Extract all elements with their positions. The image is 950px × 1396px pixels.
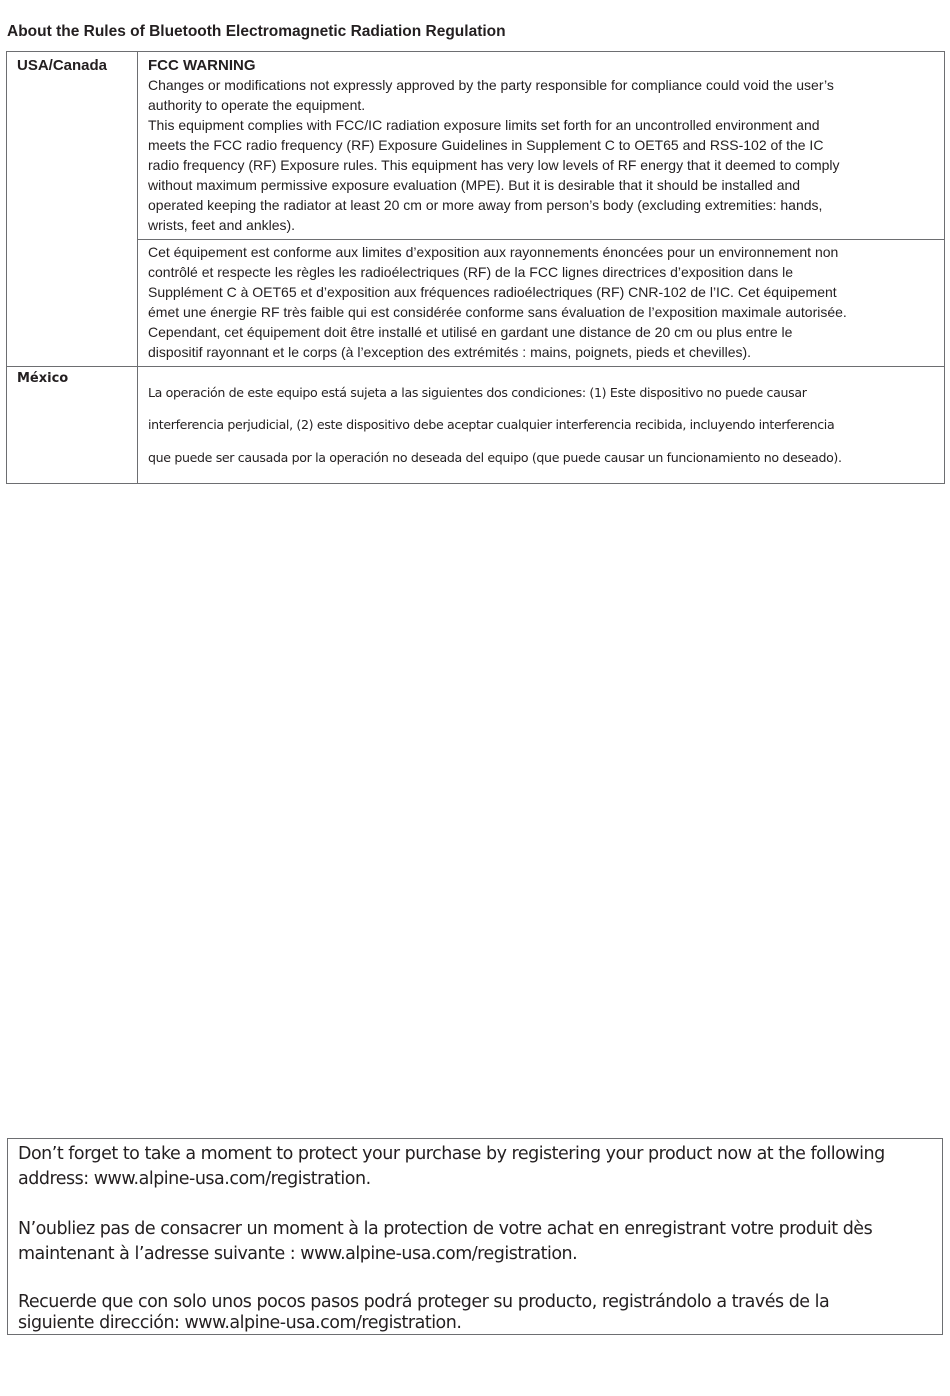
region-cell-mexico	[7, 367, 138, 484]
mexico-text-line: interferencia perjudicial, (2) este dispositivo debe aceptar cualquier interferencia recibida, incluyendo interferencia	[148, 417, 835, 433]
regulation-table	[6, 51, 945, 484]
fcc-text-line: meets the FCC radio frequency (RF) Exposure Guidelines in Supplement C to OET65 and RSS-102 of the IC	[148, 137, 824, 153]
french-notice-cell	[138, 240, 945, 367]
registration-line: Recuerde que con solo unos pocos pasos podrá proteger su producto, registrándolo a través de la	[18, 1292, 830, 1312]
mexico-text-line: que puede ser causada por la operación no deseada del equipo (que puede causar un funcionamiento no deseado).	[148, 449, 842, 465]
region-cell-usa-canada	[7, 52, 138, 367]
french-text-line: contrôlé et respecte les règles les radioélectriques (RF) de la FCC lignes directrices d’exposition dans le	[148, 264, 794, 280]
registration-text-french	[18, 1217, 934, 1267]
table-row-mexico	[7, 367, 945, 484]
fcc-text-line: authority to operate the equipment.	[148, 97, 366, 113]
registration-line: maintenant à l’adresse suivante : www.alpine-usa.com/registration.	[18, 1244, 578, 1264]
table-row-usa-canada-french	[7, 240, 945, 367]
fcc-text-line: This equipment complies with FCC/IC radiation exposure limits set forth for an uncontrolled environment and	[148, 117, 820, 133]
french-text-line: Cet équipement est conforme aux limites d’exposition aux rayonnements énoncées pour un environnement non	[148, 244, 839, 260]
registration-line: siguiente dirección: www.alpine-usa.com/registration.	[18, 1313, 462, 1333]
mexico-notice-cell	[138, 367, 945, 484]
region-label-mexico: México	[17, 371, 69, 386]
page-title: About the Rules of Bluetooth Electromagnetic Radiation Regulation	[7, 23, 506, 40]
mexico-text-line: La operación de este equipo está sujeta a las siguientes dos condiciones: (1) Este dispositivo no puede causar	[148, 384, 807, 400]
table-row-usa-canada-english	[7, 52, 945, 240]
french-text-line: émet une énergie RF très faible qui est considérée conforme sans évaluation de l’exposition maximale autorisée.	[148, 304, 847, 320]
registration-line: N’oubliez pas de consacrer un moment à la protection de votre achat en enregistrant votre produit dès	[18, 1219, 873, 1239]
fcc-warning-cell	[138, 52, 945, 240]
fcc-text-line: Changes or modifications not expressly approved by the party responsible for compliance could void the user’s	[148, 77, 834, 93]
fcc-text-line: wrists, feet and ankles).	[148, 217, 296, 233]
fcc-text-line: operated keeping the radiator at least 20 cm or more away from person’s body (excluding extremities: hands,	[148, 197, 823, 213]
fcc-warning-heading: FCC WARNING	[148, 57, 256, 74]
registration-line: address: www.alpine-usa.com/registration.	[18, 1169, 371, 1189]
region-label-usa-canada: USA/Canada	[17, 57, 108, 74]
fcc-text-line: radio frequency (RF) Exposure rules. This equipment has very low levels of RF energy that it deemed to comply	[148, 157, 840, 173]
registration-text-spanish	[18, 1292, 934, 1334]
french-text-line: Cependant, cet équipement doit être installé et utilisé en gardant une distance de 20 cm ou plus entre le	[148, 324, 793, 340]
fcc-text-line: without maximum permissive exposure evaluation (MPE). But it is desirable that it should be installed and	[148, 177, 801, 193]
registration-text-english	[18, 1142, 934, 1192]
french-text-line: dispositif rayonnant et le corps (à l’exception des extrémités : mains, poignets, pieds et chevilles).	[148, 344, 752, 360]
registration-line: Don’t forget to take a moment to protect your purchase by registering your product now at the following	[18, 1144, 885, 1164]
french-text-line: Supplément C à OET65 et d’exposition aux fréquences radioélectriques (RF) CNR-102 de l’IC. Cet équipement	[148, 284, 837, 300]
registration-notice-box	[7, 1138, 943, 1335]
